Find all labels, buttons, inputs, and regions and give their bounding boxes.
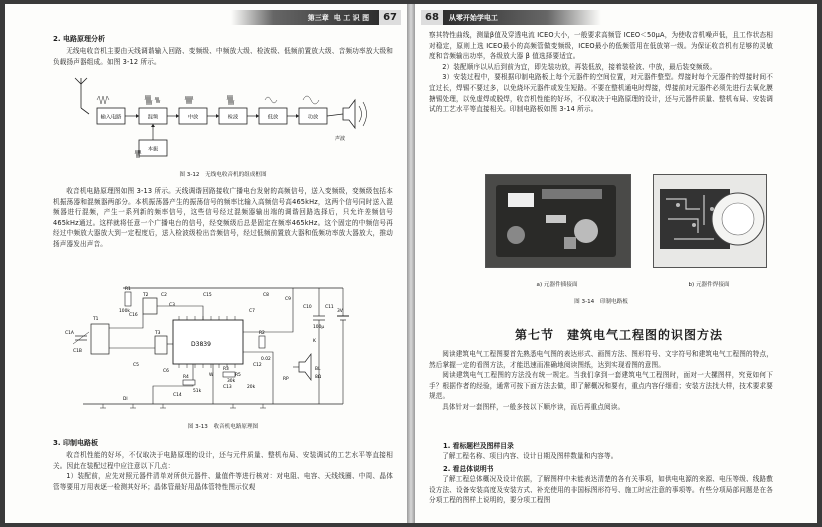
schematic-label: BL (315, 367, 321, 372)
page-number: 67 (379, 10, 401, 25)
schematic-label: Dl (123, 397, 128, 402)
right-page-header (421, 10, 601, 25)
diagram-block-label: 低放 (267, 114, 279, 121)
paragraph: 收音机电路原理图如图 3-13 所示。天线调谐回路接收广播电台发射的高频信号，送入变频级，变频级包括本机振荡器和混频器两部分。本机振荡器产生的振荡信号的频率比输入高频信号高465kHz，这两个信号同时送入混频器进行混频，产生一系列新的频率信号，这些信号经过混频器输出端的调谐回路选择后，只允许差频信号465kHz通过。这样就将任意一个广播电台的信号，经变频级后总是固定在频率465kHz。这个固定的中频信号再经过中频放大器放大到一定程度后，送入检波级检出音频信号，经过低频前置放大器和低频功率放大器放大，推动扬声器发出声音。 (53, 187, 393, 248)
pcb-photo-solder-side (653, 174, 767, 268)
right-page (415, 4, 817, 523)
schematic-label: 3V (337, 309, 343, 314)
schematic-label: T3 (155, 331, 161, 336)
schematic-label: C13 (223, 385, 232, 390)
schematic-label: R1 (125, 287, 131, 292)
photo-caption-b: b) 元器件焊接面 (688, 282, 730, 288)
schematic-label: 100k (119, 309, 130, 314)
schematic-label: 8Ω (315, 375, 322, 380)
schematic-label: RP (283, 377, 289, 382)
schematic-label: C8 (263, 293, 269, 298)
diagram-block-label: 功放 (307, 114, 319, 121)
photo-caption-a: a) 元器件插接面 (536, 282, 578, 288)
schematic-label: C14 (173, 393, 182, 398)
schematic-label: R3 (223, 367, 229, 372)
paragraph: 阅读建筑电气工程图要首先熟悉电气图的表达形式、画图方法、图形符号、文字符号和建筑电气工程图的特点，然后掌握一定的看图方法，才能迅速而准确地阅读图纸，达到实现看图的意图。 阅读建筑电气工程图的方法没有统一规定。当我们拿到一套建筑电气工程图时，面对一大摞图样，究竟如何下手？根据作者的经验，通常可按下面方法去做，即了解概况和要有，重点内容仔细看；安装方法找大样，技术要求要规范。 具体针对一套图样，一般多按以下顺序读，而后再重点阅读。 (429, 350, 773, 411)
subheading-2: 2. 看总体说明书 (443, 465, 494, 473)
schematic-label: K (313, 339, 316, 344)
schematic-label: 100μ (313, 325, 325, 330)
diagram-block-label: 混频 (147, 114, 159, 121)
schematic-label: C16 (129, 313, 138, 318)
schematic-label: R2 (259, 331, 265, 336)
paragraph: 了解工程总体概况及设计依据，了解图样中未能表达清楚的各有关事项，如供电电源的来源、电压等级、线路敷设方法、设备安装高度及安装方式、补充使用的非国标图形符号、施工时应注意的事项等。有些分项局部问题是在各分项工程的图样上说明的，要分项工程图 (429, 475, 773, 505)
schematic-label: C5 (133, 363, 139, 368)
section-heading-3: 3. 印制电路板 (53, 439, 98, 447)
paragraph: 了解工程名称、项目内容、设计日期及图样数量和内容等。 (442, 452, 618, 460)
schematic-label: C1A (65, 331, 74, 336)
ic-label: D3839 (191, 341, 211, 348)
block-diagram-3-12 (67, 70, 367, 162)
page-number: 68 (421, 10, 443, 25)
schematic-label: C2 (161, 293, 167, 298)
schematic-label: C9 (285, 297, 291, 302)
schematic-label: C7 (249, 309, 255, 314)
header-title: 从零开始学电工 (448, 13, 498, 22)
schematic-label: T2 (143, 293, 149, 298)
schematic-label: C6 (163, 369, 169, 374)
schematic-label: C12 (253, 363, 262, 368)
header-title: 电 工 识 图 (333, 13, 370, 22)
subheading-1: 1. 看标题栏及图样目录 (443, 442, 514, 450)
diagram-block-label: 中放 (187, 114, 199, 121)
schematic-label: R5 (235, 373, 241, 378)
paragraph: 无线电收音机主要由天线调谐输入回路、变频级、中频放大级、检波级、低频前置放大级、音频功率放大级和负载扬声器组成。如图 3-12 所示。 (53, 47, 393, 66)
section-heading-2: 2. 电路原理分析 (53, 35, 105, 43)
book-gutter (407, 4, 415, 523)
paragraph: 察其特性曲线，测量β值及穿透电流 ICEO大小，一般要求高频管 ICEO＜50μA，为使收音机噪声低，且工作状态相对稳定，原则上选 ICEO最小的高频管做变频级，ICEO最小的低频管用在低放第一级。为保证收音机有足够的灵敏度和音频输出功率，各级放大器 β 值选择要适宜。 2）装配顺序以从后到前为宜，即先装功放，再装低放，接着装检波、中放，最后装变频级。 3）安装过程中，要根据印制电路板上每个元器件的空间位置，对元器件整型。焊接时每个元器件的焊接时间不宜过长，焊锡不要过多，以免烧坏元器件或发生短路。不要在整机通电时焊接，焊接前对元器件必须先进行去氧化膜搪锡处理，以免虚焊或脱焊，收音机性能的好坏，不仅取决于电路原理的设计，还与元器件质量、整机布局、安装调试的工艺水平等直接相关。印制电路板如图 3-14 所示。 (429, 31, 773, 114)
figure-caption-3-14: 图 3-14 印制电路板 (574, 299, 628, 305)
paragraph: 收音机性能的好坏，不仅取决于电路原理的设计，还与元件质量、整机布局、安装调试的工艺水平等直接相关。因此在装配过程中应注意以下几点： 1）装配前，应先对照元器件清单对所供元器件、量值件等进行核对：对电阻、电容、天线线圈、中周、晶体管等要用万用表逐一检测其好坏；晶体管最好用晶体管特性图示仪观 (53, 451, 393, 491)
pcb-photo-component-side (485, 174, 631, 268)
diagram-block-label: 检波 (227, 114, 239, 121)
schematic-label: T1 (93, 317, 99, 322)
schematic-label: R4 (183, 375, 189, 380)
header-chapter: 第三章 (307, 13, 329, 22)
schematic-label: 20k (247, 385, 256, 390)
diagram-block-label: 本振 (147, 146, 159, 153)
left-page-header (231, 10, 401, 25)
circuit-schematic-3-13 (63, 276, 363, 414)
schematic-label: 30k (227, 379, 236, 384)
figure-caption-3-13: 图 3-13 收音机电路原理图 (187, 424, 259, 430)
schematic-label: C10 (303, 305, 312, 310)
schematic-label: W (209, 373, 214, 378)
schematic-label: 0.02 (261, 357, 271, 362)
schematic-label: C11 (325, 305, 334, 310)
schematic-label: C1B (73, 349, 82, 354)
section-title: 第七节 建筑电气工程图的识图方法 (515, 328, 724, 342)
diagram-block-label: 输入电路 (100, 114, 122, 121)
figure-caption-3-12: 图 3-12 无线电收音机的组成框图 (179, 172, 267, 178)
schematic-label: C3 (169, 303, 175, 308)
speaker-label: 声波 (335, 136, 346, 142)
left-page (5, 4, 407, 523)
schematic-label: C15 (203, 293, 212, 298)
schematic-label: 51k (193, 389, 202, 394)
